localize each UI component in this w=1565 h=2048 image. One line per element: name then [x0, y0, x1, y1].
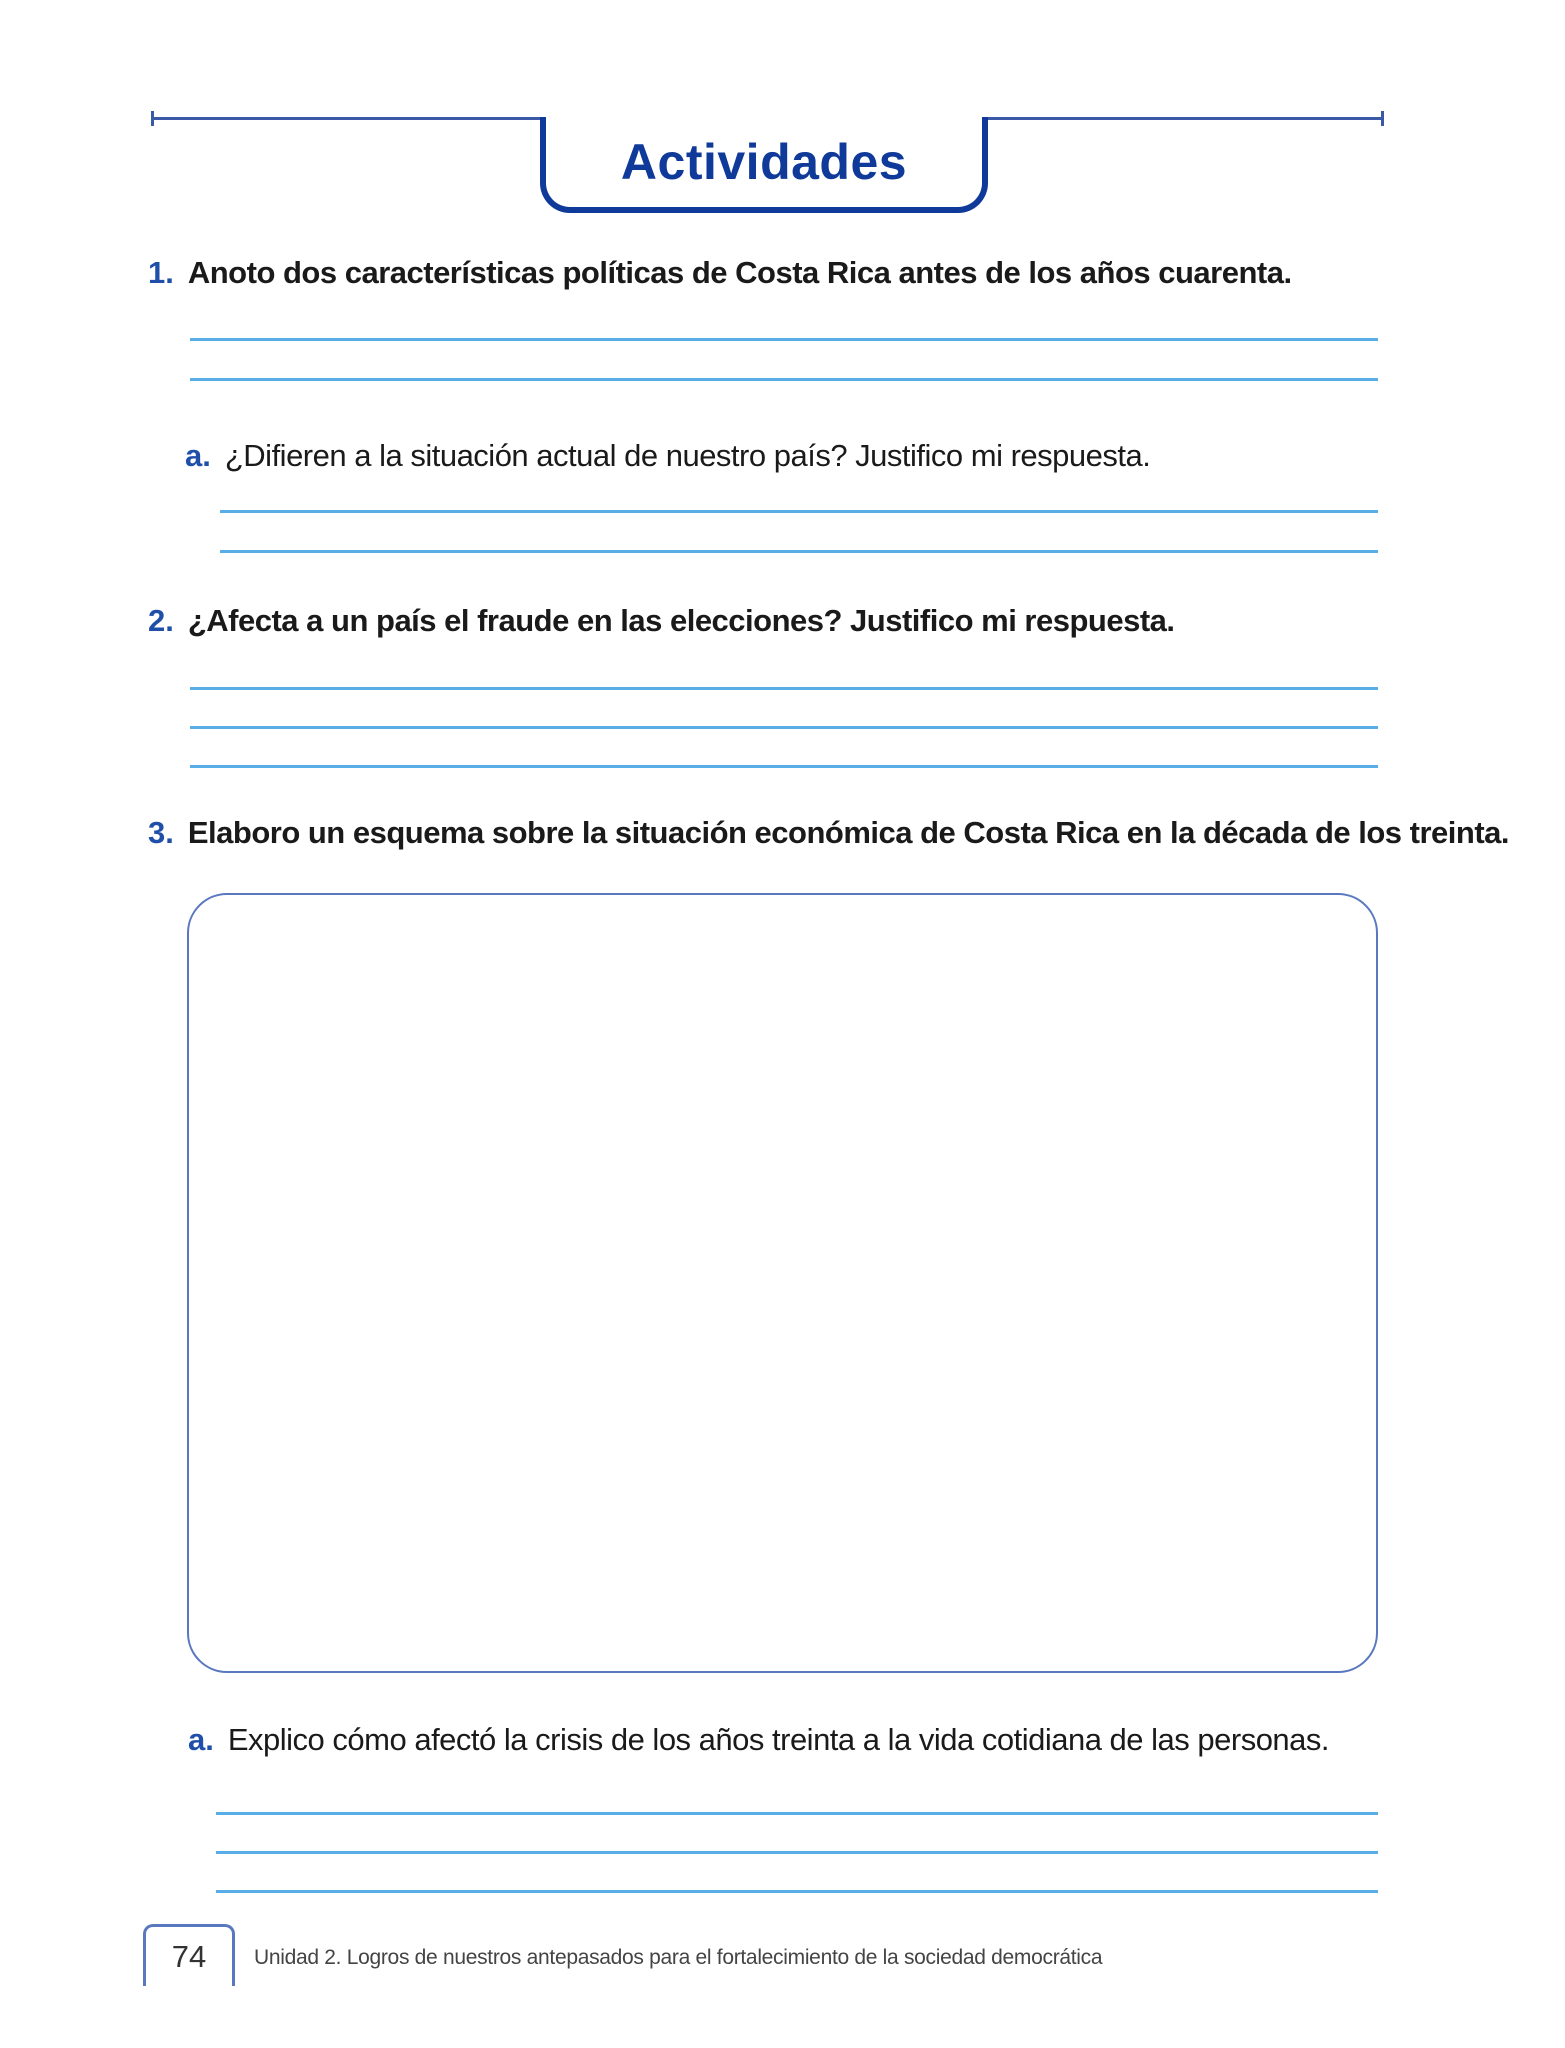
question-1-text: Anoto dos características políticas de Costa Rica antes de los años cuarenta.	[187, 255, 1292, 290]
answer-line[interactable]	[216, 1812, 1378, 1815]
question-2	[148, 603, 1175, 639]
question-1a	[185, 438, 1150, 474]
header-rule-cap-right	[1381, 111, 1384, 126]
question-2-number: 2.	[148, 603, 174, 638]
question-2-text: ¿Afecta a un país el fraude en las elecciones? Justifico mi respuesta.	[187, 603, 1175, 638]
page-title: Actividades	[620, 134, 908, 190]
title-tab	[540, 117, 988, 213]
answer-line[interactable]	[216, 1890, 1378, 1893]
page-number-tab	[143, 1924, 235, 1986]
question-3a-text: Explico cómo afectó la crisis de los años treinta a la vida cotidiana de las personas.	[227, 1722, 1330, 1757]
page-number: 74	[171, 1938, 207, 1974]
question-1	[148, 255, 1292, 291]
answer-line[interactable]	[190, 726, 1378, 729]
answer-line[interactable]	[220, 510, 1378, 513]
answer-line[interactable]	[190, 687, 1378, 690]
footer-unit-title: Unidad 2. Logros de nuestros antepasados para el fortalecimiento de la sociedad democrática	[254, 1946, 1103, 1969]
header-rule-cap-left	[151, 111, 154, 126]
answer-line[interactable]	[220, 550, 1378, 553]
question-3-text: Elaboro un esquema sobre la situación económica de Costa Rica en la década de los treinta.	[187, 815, 1509, 850]
question-3a	[188, 1722, 1329, 1758]
question-1-number: 1.	[148, 255, 174, 290]
answer-line[interactable]	[190, 765, 1378, 768]
answer-line[interactable]	[190, 378, 1378, 381]
question-3a-letter: a.	[188, 1722, 214, 1757]
question-3	[148, 815, 1509, 851]
question-3-number: 3.	[148, 815, 174, 850]
question-1a-letter: a.	[185, 438, 211, 473]
answer-line[interactable]	[216, 1851, 1378, 1854]
answer-line[interactable]	[190, 338, 1378, 341]
scheme-drawing-box[interactable]	[187, 893, 1378, 1673]
question-1a-text: ¿Difieren a la situación actual de nuestro país? Justifico mi respuesta.	[224, 438, 1151, 473]
